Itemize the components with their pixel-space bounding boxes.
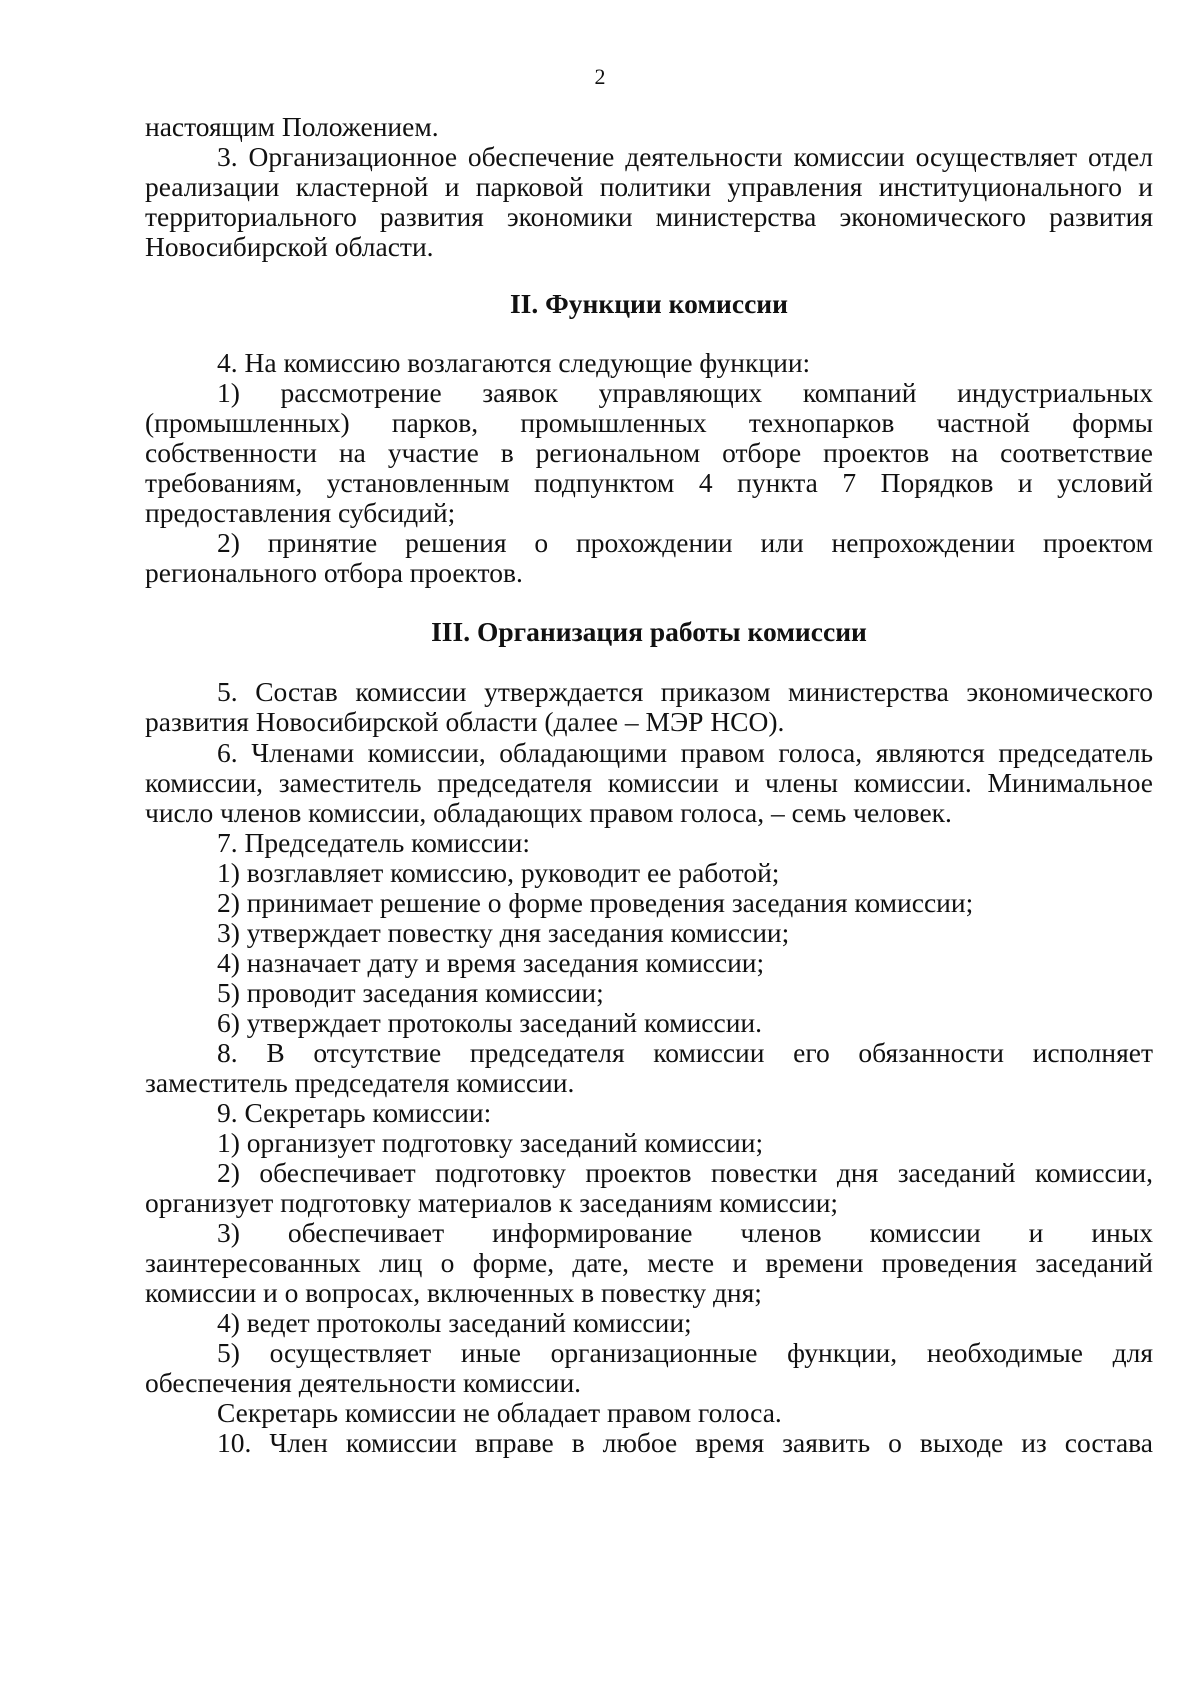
item-line: 1) организует подготовку заседаний комиссии;: [217, 1127, 764, 1158]
paragraph-3-line: Новосибирской области.: [145, 231, 434, 262]
item-line: предоставления субсидий;: [145, 497, 456, 528]
item-line: 2) принятие решения о прохождении или непрохождении проектом: [217, 527, 1153, 558]
item-line: регионального отбора проектов.: [145, 557, 523, 588]
item-line: 3) утверждает повестку дня заседания комиссии;: [217, 917, 790, 948]
paragraph-6-line: число членов комиссии, обладающих правом голоса, – семь человек.: [145, 797, 952, 828]
paragraph-3-line: реализации кластерной и парковой политики управления институционального и: [145, 171, 1153, 202]
paragraph-3-line: территориального развития экономики министерства экономического развития: [145, 201, 1153, 232]
item-line: 4) назначает дату и время заседания комиссии;: [217, 947, 765, 978]
paragraph-3-line: 3. Организационное обеспечение деятельности комиссии осуществляет отдел: [217, 141, 1153, 172]
item-line: 1) возглавляет комиссию, руководит ее работой;: [217, 857, 780, 888]
item-line: обеспечения деятельности комиссии.: [145, 1367, 582, 1398]
item-line: 4) ведет протоколы заседаний комиссии;: [217, 1307, 692, 1338]
paragraph-10-line: 10. Член комиссии вправе в любое время заявить о выходе из состава: [217, 1427, 1153, 1458]
item-line: 1) рассмотрение заявок управляющих компаний индустриальных: [217, 377, 1153, 408]
paragraph-6-line: комиссии, заместитель председателя комиссии и члены комиссии. Минимальное: [145, 767, 1153, 798]
section-heading-3: III. Организация работы комиссии: [431, 616, 867, 647]
paragraph-8-line: 8. В отсутствие председателя комиссии его обязанности исполняет: [217, 1037, 1153, 1068]
paragraph-5-line: 5. Состав комиссии утверждается приказом министерства экономического: [217, 676, 1153, 707]
paragraph-8-line: заместитель председателя комиссии.: [145, 1067, 575, 1098]
item-line: 6) утверждает протоколы заседаний комиссии.: [217, 1007, 763, 1038]
item-line: 5) осуществляет иные организационные функции, необходимые для: [217, 1337, 1153, 1368]
item-line: комиссии и о вопросах, включенных в повестку дня;: [145, 1277, 762, 1308]
item-line: 2) обеспечивает подготовку проектов повестки дня заседаний комиссии,: [217, 1157, 1153, 1188]
section-heading-2: II. Функции комиссии: [509, 288, 788, 319]
paragraph-9-line: 9. Секретарь комиссии:: [217, 1097, 492, 1128]
item-line: 5) проводит заседания комиссии;: [217, 977, 604, 1008]
item-line: собственности на участие в региональном отборе проектов на соответствие: [145, 437, 1153, 468]
paragraph-4-line: 4. На комиссию возлагаются следующие функции:: [217, 347, 811, 378]
item-line: 2) принимает решение о форме проведения заседания комиссии;: [217, 887, 974, 918]
item-line: организует подготовку материалов к заседаниям комиссии;: [145, 1187, 839, 1218]
item-line: (промышленных) парков, промышленных технопарков частной формы: [145, 407, 1153, 438]
text-line: Секретарь комиссии не обладает правом голоса.: [217, 1397, 782, 1428]
item-line: 3) обеспечивает информирование членов комиссии и иных: [217, 1217, 1153, 1248]
item-line: требованиям, установленным подпунктом 4 пункта 7 Порядков и условий: [145, 467, 1153, 498]
item-line: заинтересованных лиц о форме, дате, месте и времени проведения заседаний: [145, 1247, 1153, 1278]
paragraph-5-line: развития Новосибирской области (далее – МЭР НСО).: [145, 706, 785, 737]
text-line: настоящим Положением.: [145, 111, 439, 142]
page-number: 2: [594, 64, 606, 89]
paragraph-7-line: 7. Председатель комиссии:: [217, 827, 530, 858]
paragraph-6-line: 6. Членами комиссии, обладающими правом голоса, являются председатель: [217, 737, 1153, 768]
